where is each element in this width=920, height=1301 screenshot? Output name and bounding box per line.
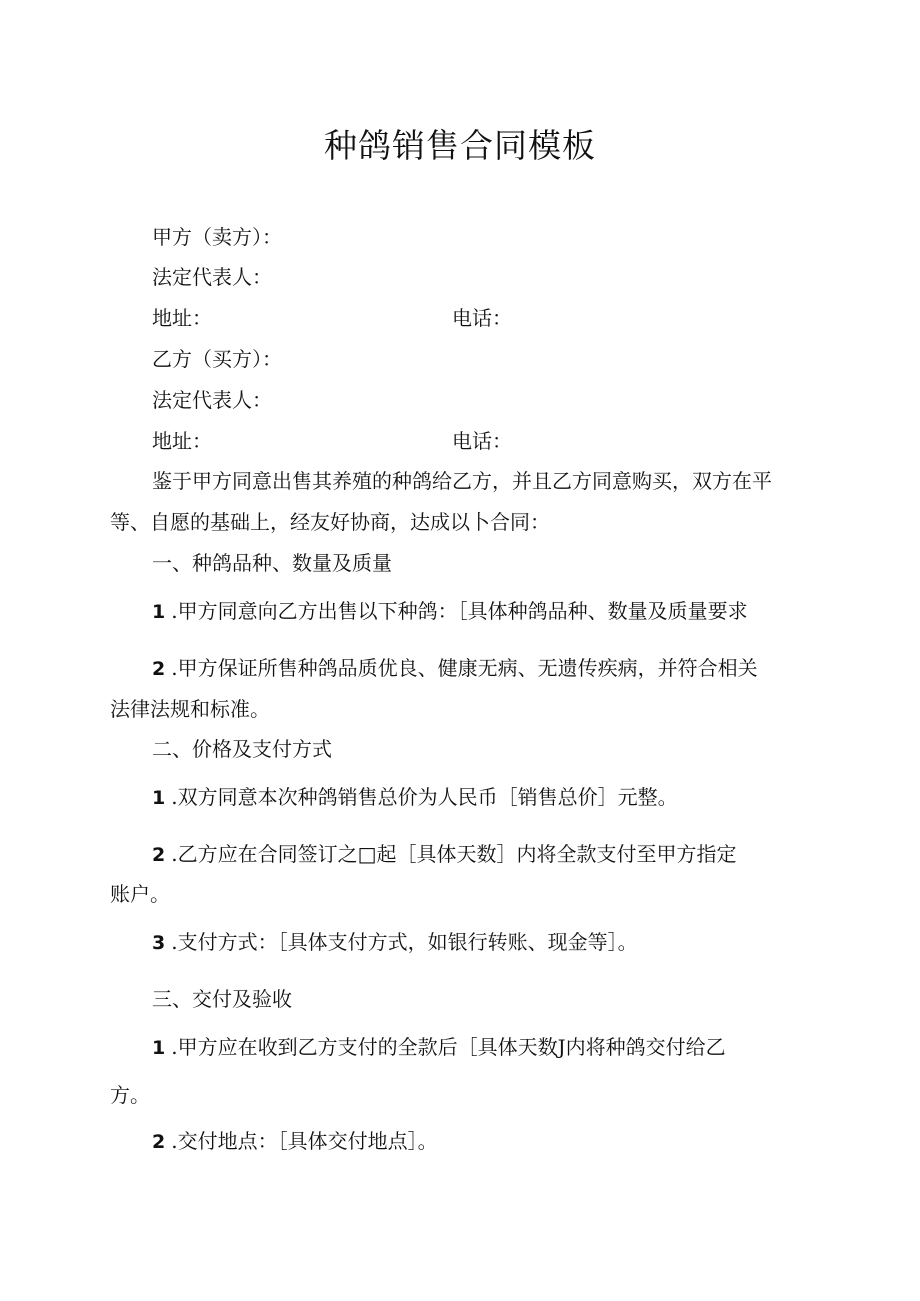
clause-text-continuation: 方。 [110,1083,150,1107]
party-b-representative-label: 法定代表人： [152,388,272,412]
clause-item [152,783,678,812]
clause-item [152,597,748,626]
clause-item [152,928,638,957]
clause-text: .甲方应在收到乙方支付的全款后［具体天数J内将种鸽交付给乙 [171,1035,726,1059]
clause-item [152,654,758,683]
clause-item [152,1127,438,1156]
party-a-phone-label: 电话： [452,306,512,330]
clause-number: 1 [152,787,166,809]
clause-item [152,840,737,869]
clause-item [152,1033,726,1062]
clause-number: 2 [152,844,166,866]
document-title: 种鸽销售合同模板 [324,126,596,165]
clause-text: .甲方保证所售种鸽品质优良、健康无病、无遗传疾病，并符合相关 [171,656,758,680]
section-heading: 三、交付及验收 [152,987,292,1011]
party-a-representative-label: 法定代表人： [152,265,272,289]
clause-number: 2 [152,1131,166,1153]
section-heading: 一、种鸽品种、数量及质量 [152,551,392,575]
preamble-line-2: 等、自愿的基础上，经友好协商，达成以卜合同： [110,510,550,534]
clause-text: .甲方同意向乙方出售以下种鸽：［具体种鸽品种、数量及质量要求 [171,599,748,623]
clause-number: 1 [152,601,166,623]
clause-text: .支付方式：［具体支付方式，如银行转账、现金等］。 [171,930,638,954]
clause-text-continuation: 法律法规和标准。 [110,697,270,721]
party-a-address-label: 地址： [152,306,212,330]
clause-number: 2 [152,658,166,680]
party-a-label: 甲方（卖方）： [152,225,282,249]
section-heading: 二、价格及支付方式 [152,737,332,761]
clause-text: .乙方应在合同签订之□起［具体天数］内将全款支付至甲方指定 [171,842,737,866]
clause-text-continuation: 账户。 [110,882,170,906]
clause-number: 1 [152,1037,166,1059]
party-b-label: 乙方（买方）： [152,347,282,371]
party-b-phone-label: 电话： [452,429,512,453]
preamble-line-1: 鉴于甲方同意出售其养殖的种鸽给乙方，并且乙方同意购买，双方在平 [152,469,772,493]
clause-text: .双方同意本次种鸽销售总价为人民币［销售总价］元整。 [171,785,678,809]
party-b-address-label: 地址： [152,429,212,453]
clause-number: 3 [152,932,166,954]
clause-text: .交付地点：［具体交付地点］。 [171,1129,438,1153]
